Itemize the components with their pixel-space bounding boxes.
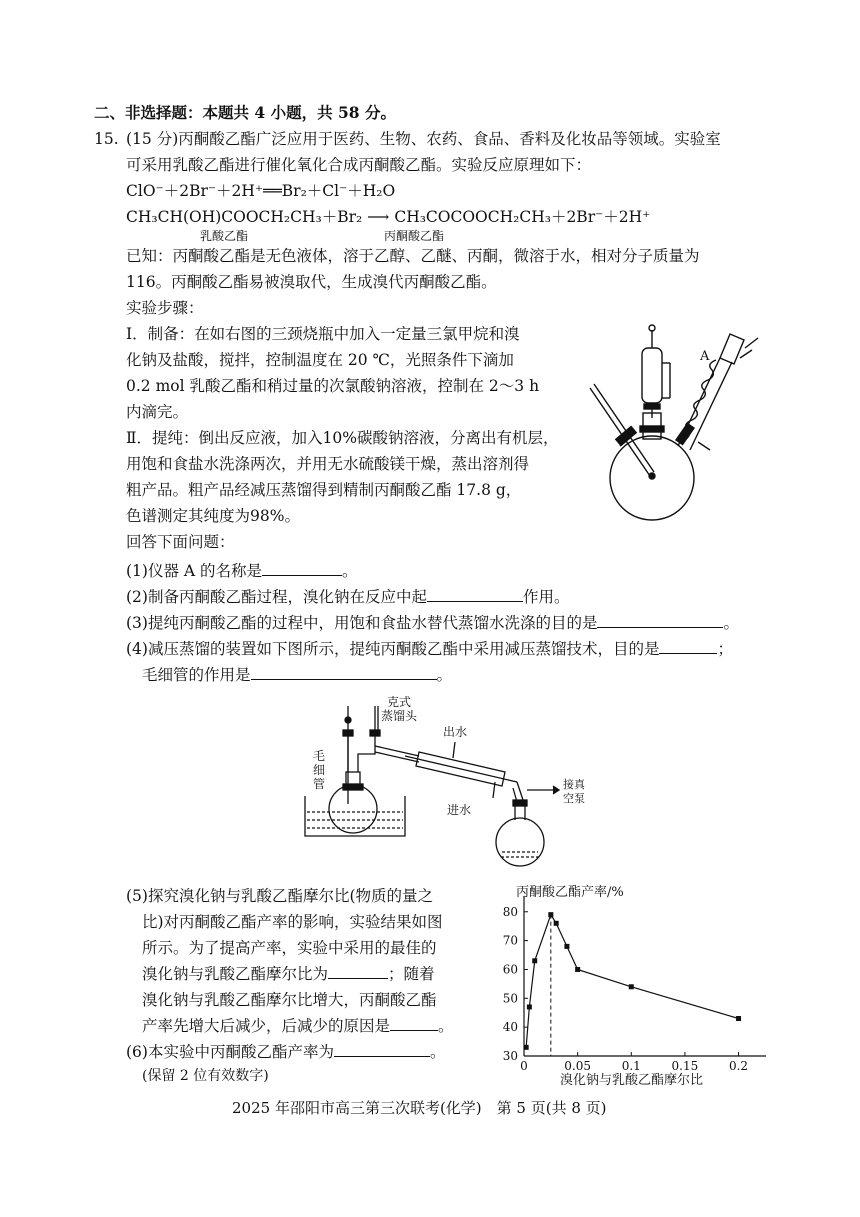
equation-2-label-reactant: 乳酸乙酯 [200, 229, 249, 243]
chart-series [524, 912, 741, 1056]
x-tick-label: 0.15 [671, 1059, 699, 1073]
subquestion-5-text6: 产率先增大后减少，后减少的原因是 [142, 1017, 391, 1035]
x-tick-label: 0 [520, 1059, 528, 1073]
yield-chart [492, 880, 782, 1090]
intro-line-1: (15 分)丙酮酸乙酯广泛应用于医药、生物、农药、食品、香料及化妆品等领域。实验室 [126, 130, 721, 148]
label-capillary-2: 细 [313, 763, 326, 777]
label-water-out: 出水 [443, 725, 468, 739]
subquestion-1-text: (1)仪器 A 的名称是 [126, 562, 263, 580]
subquestion-4-end: 。 [436, 666, 453, 684]
steps-title: 实验步骤： [126, 299, 204, 317]
y-tick-label: 40 [502, 1020, 518, 1035]
data-point [554, 921, 559, 926]
label-claisen-head-2: 蒸馏头 [381, 709, 418, 723]
data-point [629, 984, 634, 989]
x-tick-label: 0.2 [728, 1059, 749, 1073]
y-tick-label: 60 [502, 962, 518, 977]
data-point [532, 958, 537, 963]
subquestion-4-text: (4)减压蒸馏的装置如下图所示，提纯丙酮酸乙酯中采用减压蒸馏技术，目的是 [126, 640, 660, 658]
y-tick-label: 80 [502, 904, 518, 919]
three-neck-flask-diagram [580, 318, 790, 528]
answer-blank-3[interactable] [597, 613, 723, 628]
data-point [575, 967, 580, 972]
subquestion-5-line: (5)探究溴化钠与乳酸乙酯摩尔比(物质的量之 [126, 887, 434, 905]
subquestion-3 [126, 613, 739, 633]
subquestion-5-line: 所示。为了提高产率，实验中采用的最佳的 [142, 939, 437, 957]
step1-line: Ⅰ．制备：在如右图的三颈烧瓶中加入一定量三氯甲烷和溴 [126, 325, 520, 343]
equation-2-label-product: 丙酮酸乙酯 [384, 229, 445, 243]
x-tick-label: 0.05 [564, 1059, 591, 1073]
answer-blank-6[interactable] [334, 1042, 430, 1057]
known-line-1: 已知：丙酮酸乙酯是无色液体，溶于乙醇、乙醚、丙酮，微溶于水，相对分子质量为 [126, 247, 700, 265]
answer-blank-4a[interactable] [659, 639, 717, 654]
step1-line: 内滴完。 [126, 403, 189, 421]
subquestion-4-text2: 毛细管的作用是 [142, 666, 251, 684]
subquestion-5-line6 [142, 1016, 454, 1036]
label-water-in: 进水 [447, 803, 472, 817]
step1-line: 0.2 mol 乳酸乙酯和稍过量的次氯酸钠溶液，控制在 2～3 h [126, 377, 540, 395]
y-tick-label: 70 [502, 933, 518, 948]
y-tick-label: 30 [502, 1049, 518, 1063]
subquestion-4-sep: ； [717, 640, 733, 658]
equation-2: CH₃CH(OH)COOCH₂CH₃＋Br₂ ⟶ CH₃COCOOCH₂CH₃＋2Br⁻＋2H⁺ [126, 208, 651, 226]
subquestion-6-note: (保留 2 位有效数字) [142, 1068, 269, 1084]
known-line-2: 116。丙酮酸乙酯易被溴取代，生成溴代丙酮酸乙酯。 [126, 273, 497, 291]
answer-title: 回答下面问题： [126, 533, 235, 551]
data-point [548, 912, 553, 917]
label-vacuum-1: 接真 [563, 778, 585, 791]
label-claisen-head-1: 克式 [387, 695, 412, 709]
step2-line: 色谱测定其纯度为98%。 [126, 507, 300, 525]
answer-blank-2[interactable] [427, 587, 523, 602]
label-capillary-3: 管 [313, 777, 326, 791]
subquestion-2-end: 作用。 [522, 588, 570, 606]
chart-x-axis-label: 溴化钠与乳酸乙酯摩尔比 [560, 1073, 704, 1088]
subquestion-5-line: 比)对丙酮酸乙酯产率的影响，实验结果如图 [142, 913, 443, 931]
question-number: 15. [94, 130, 119, 148]
subquestion-3-text: (3)提纯丙酮酸乙酯的过程中，用饱和食盐水替代蒸馏水洗涤的目的是 [126, 614, 598, 632]
subquestion-5-line4 [142, 964, 435, 984]
apparatus-label-A: A [700, 349, 710, 364]
subquestion-5-end: 。 [438, 1017, 454, 1035]
page-footer: 2025 年邵阳市高三第三次联考(化学) 第 5 页(共 8 页) [232, 1099, 607, 1117]
data-point [527, 1004, 532, 1009]
step1-line: 化钠及盐酸，搅拌，控制温度在 20 ℃，光照条件下滴加 [126, 351, 514, 369]
subquestion-6-end: 。 [429, 1043, 446, 1061]
subquestion-2-text: (2)制备丙酮酸乙酯过程，溴化钠在反应中起 [126, 588, 427, 606]
answer-blank-1[interactable] [262, 561, 342, 576]
data-point [736, 1016, 741, 1021]
x-tick-label: 0.1 [621, 1059, 641, 1073]
step2-line: 粗产品。粗产品经减压蒸馏得到精制丙酮酸乙酯 17.8 g， [126, 481, 522, 499]
answer-blank-4b[interactable] [251, 665, 437, 680]
y-tick-label: 50 [502, 991, 518, 1006]
vacuum-distillation-diagram [295, 694, 595, 880]
intro-line-2: 可采用乳酸乙酯进行催化氧化合成丙酮酸乙酯。实验反应原理如下： [126, 156, 592, 174]
subquestion-4-cont [142, 665, 452, 685]
chart-axes [503, 896, 766, 1073]
subquestion-2 [126, 587, 569, 607]
subquestion-6-text: (6)本实验中丙酮酸乙酯产率为 [126, 1043, 334, 1061]
answer-blank-5b[interactable] [390, 1016, 438, 1031]
section-title: 二、非选择题：本题共 4 小题，共 58 分。 [94, 103, 396, 122]
subquestion-6 [126, 1042, 445, 1062]
yield-series-line [526, 915, 738, 1048]
label-vacuum-2: 空泵 [563, 792, 585, 805]
data-point [564, 944, 569, 949]
answer-blank-5a[interactable] [328, 964, 388, 979]
label-capillary-1: 毛 [313, 749, 326, 763]
subquestion-1 [126, 561, 358, 581]
data-point [524, 1045, 529, 1050]
subquestion-5-line: 溴化钠与乳酸乙酯摩尔比增大，丙酮酸乙酯 [142, 991, 437, 1009]
subquestion-5-text4: 溴化钠与乳酸乙酯摩尔比为 [142, 965, 329, 983]
equation-1: ClO⁻＋2Br⁻＋2H⁺══Br₂＋Cl⁻＋H₂O [126, 182, 396, 200]
chart-y-axis-label: 丙酮酸乙酯产率/% [516, 885, 624, 900]
subquestion-1-end: 。 [342, 562, 358, 580]
subquestion-3-end: 。 [723, 614, 739, 632]
subquestion-5-sep: ；随着 [388, 965, 435, 983]
subquestion-4 [126, 639, 733, 659]
step2-line: Ⅱ．提纯：倒出反应液，加入10%碳酸钠溶液，分离出有机层， [126, 429, 559, 447]
step2-line: 用饱和食盐水洗涤两次，并用无水硫酸镁干燥，蒸出溶剂得 [126, 455, 530, 473]
